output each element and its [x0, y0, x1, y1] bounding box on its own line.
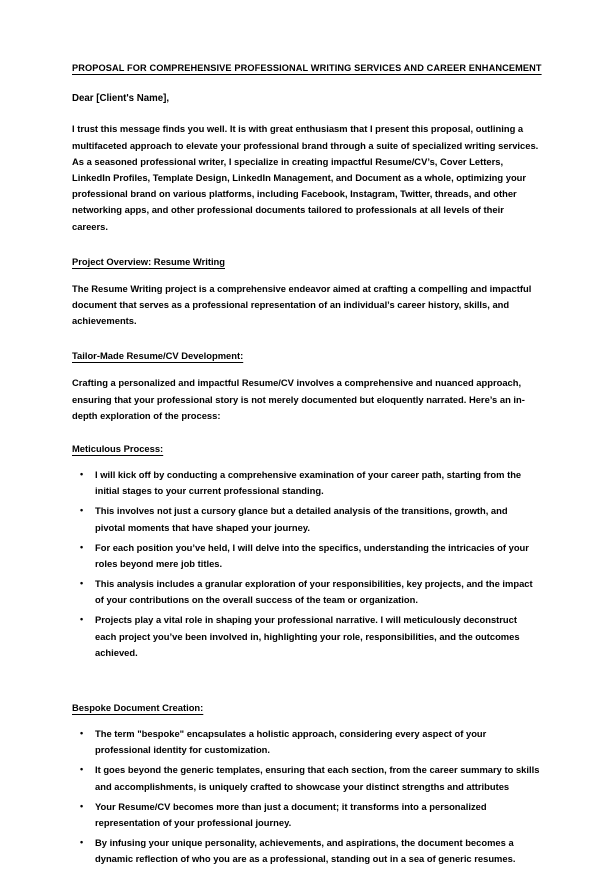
bullet-icon: •	[80, 728, 84, 739]
list-item-text: I will kick off by conducting a comprehensive examination of your career path, starting from the initial stages to your current professional standing.	[95, 469, 522, 497]
section-paragraph-tailor-made-development: Crafting a personalized and impactful Resume/CV involves a comprehensive and nuanced approach, ensuring that your professional story is not merely documented but eloquently narrated. Here’s an in-depth exploration of the process:	[72, 377, 525, 421]
salutation-line: Dear [Client's Name],	[72, 93, 170, 105]
intro-paragraph: I trust this message finds you well. It is with great enthusiasm that I present this proposal, outlining a multifaceted approach to elevate your professional brand through a suite of specialized writing services. As a seasoned professional writer, I specialize in creating impactful Resume/CV’s, Cover Letters, LinkedIn Profiles, Template Design, LinkedIn Management, and Document as a whole, optimizing your professional brand on various platforms, including Facebook, Instagram, Twitter, threads, and other networking apps, and other professional documents tailored to professionals at all levels of their careers.	[72, 123, 539, 232]
list-item-text: It goes beyond the generic templates, ensuring that each section, from the career summary to skills and accomplishments, is uniquely crafted to showcase your distinct strengths and attributes	[95, 764, 540, 792]
list-item	[72, 835, 540, 867]
document-body	[72, 62, 540, 873]
list-item-text: This analysis includes a granular exploration of your responsibilities, key projects, and the impact of your contributions on the overall success of the team or organization.	[95, 578, 533, 606]
list-item	[72, 612, 540, 661]
bullet-icon: •	[80, 800, 84, 811]
list-item	[72, 503, 540, 535]
section-spacer	[72, 667, 540, 683]
list-item	[72, 726, 540, 758]
section-heading-project-overview: Project Overview: Resume Writing	[72, 255, 225, 267]
bullet-icon: •	[80, 469, 84, 480]
document-title: PROPOSAL FOR COMPREHENSIVE PROFESSIONAL WRITING SERVICES AND CAREER ENHANCEMENT	[72, 63, 542, 73]
list-item	[72, 576, 540, 608]
section-paragraph-project-overview: The Resume Writing project is a comprehensive endeavor aimed at crafting a compelling and impactful document that serves as a professional representation of an individual’s career history, skills, and achievements.	[72, 282, 532, 327]
bullet-icon: •	[80, 837, 84, 848]
section-heading-bespoke-document-creation: Bespoke Document Creation:	[72, 701, 204, 713]
section-heading-meticulous-process: Meticulous Process:	[72, 442, 164, 454]
bullet-icon: •	[80, 578, 84, 589]
list-item-text: The term "bespoke" encapsulates a holistic approach, considering every aspect of your professional identity for customization.	[95, 728, 487, 756]
bullet-list-bespoke-document-creation	[72, 726, 540, 867]
section-heading-tailor-made-development: Tailor-Made Resume/CV Development:	[72, 350, 244, 362]
list-item-text: This involves not just a cursory glance but a detailed analysis of the transitions, growth, and pivotal moments that have shaped your journey.	[95, 505, 508, 533]
list-item	[72, 799, 540, 831]
list-item-text: For each position you’ve held, I will delve into the specifics, understanding the intricacies of your roles beyond mere job titles.	[95, 541, 529, 569]
list-item-text: By infusing your unique personality, achievements, and aspirations, the document becomes a dynamic reflection of who you are as a professional, standing out in a sea of generic resumes.	[95, 837, 516, 865]
list-item-text: Your Resume/CV becomes more than just a document; it transforms into a personalized representation of your professional journey.	[95, 800, 487, 828]
bullet-icon: •	[80, 505, 84, 516]
bullet-icon: •	[80, 541, 84, 552]
list-item-text: Projects play a vital role in shaping your professional narrative. I will meticulously deconstruct each project you’ve been involved in, highlighting your role, responsibilities, and the outcomes achieved.	[95, 614, 520, 658]
bullet-list-meticulous-process	[72, 467, 540, 661]
list-item	[72, 762, 540, 794]
bullet-icon: •	[80, 764, 84, 775]
list-item	[72, 467, 540, 499]
list-item	[72, 540, 540, 572]
bullet-icon: •	[80, 614, 84, 625]
